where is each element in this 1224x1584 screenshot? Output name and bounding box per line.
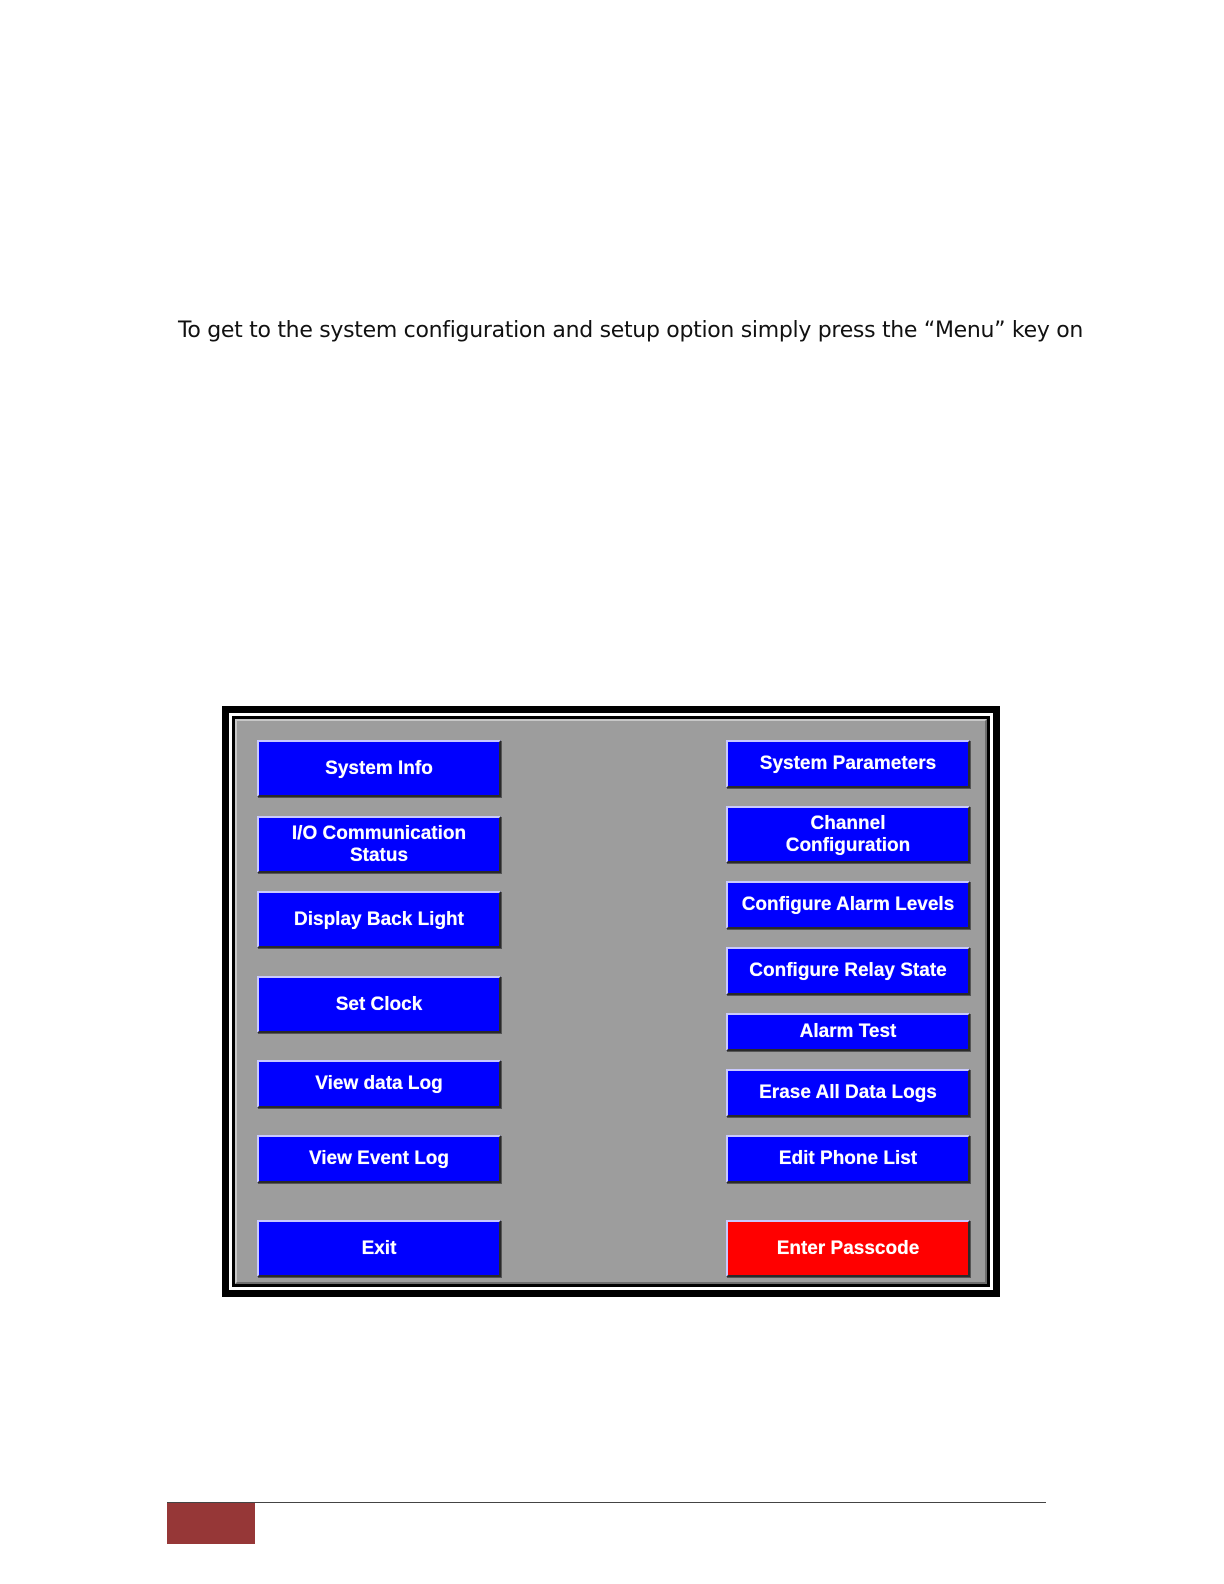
exit-button[interactable]: Exit: [257, 1220, 501, 1277]
view-event-log-button[interactable]: View Event Log: [257, 1135, 501, 1183]
edit-phone-list-button[interactable]: Edit Phone List: [726, 1135, 970, 1183]
intro-paragraph: To get to the system configuration and setup option simply press the “Menu” key on: [178, 318, 1084, 343]
set-clock-button[interactable]: Set Clock: [257, 976, 501, 1033]
display-back-light-button[interactable]: Display Back Light: [257, 891, 501, 948]
configure-relay-state-button[interactable]: Configure Relay State: [726, 947, 970, 995]
system-info-button[interactable]: System Info: [257, 740, 501, 797]
system-parameters-button[interactable]: System Parameters: [726, 740, 970, 788]
erase-all-data-logs-button[interactable]: Erase All Data Logs: [726, 1069, 970, 1117]
channel-configuration-button[interactable]: Channel Configuration: [726, 806, 970, 863]
menu-panel: [235, 719, 987, 1284]
hmi-menu-screen: [222, 706, 1000, 1297]
footer-rule: [167, 1502, 1046, 1503]
footer-page-tab: [167, 1503, 255, 1544]
panel-border: [232, 716, 990, 1287]
view-data-log-button[interactable]: View data Log: [257, 1060, 501, 1108]
enter-passcode-button[interactable]: Enter Passcode: [726, 1220, 970, 1277]
panel-bezel: [229, 713, 993, 1290]
configure-alarm-levels-button[interactable]: Configure Alarm Levels: [726, 881, 970, 929]
io-communication-status-button[interactable]: I/O Communication Status: [257, 816, 501, 873]
alarm-test-button[interactable]: Alarm Test: [726, 1013, 970, 1051]
